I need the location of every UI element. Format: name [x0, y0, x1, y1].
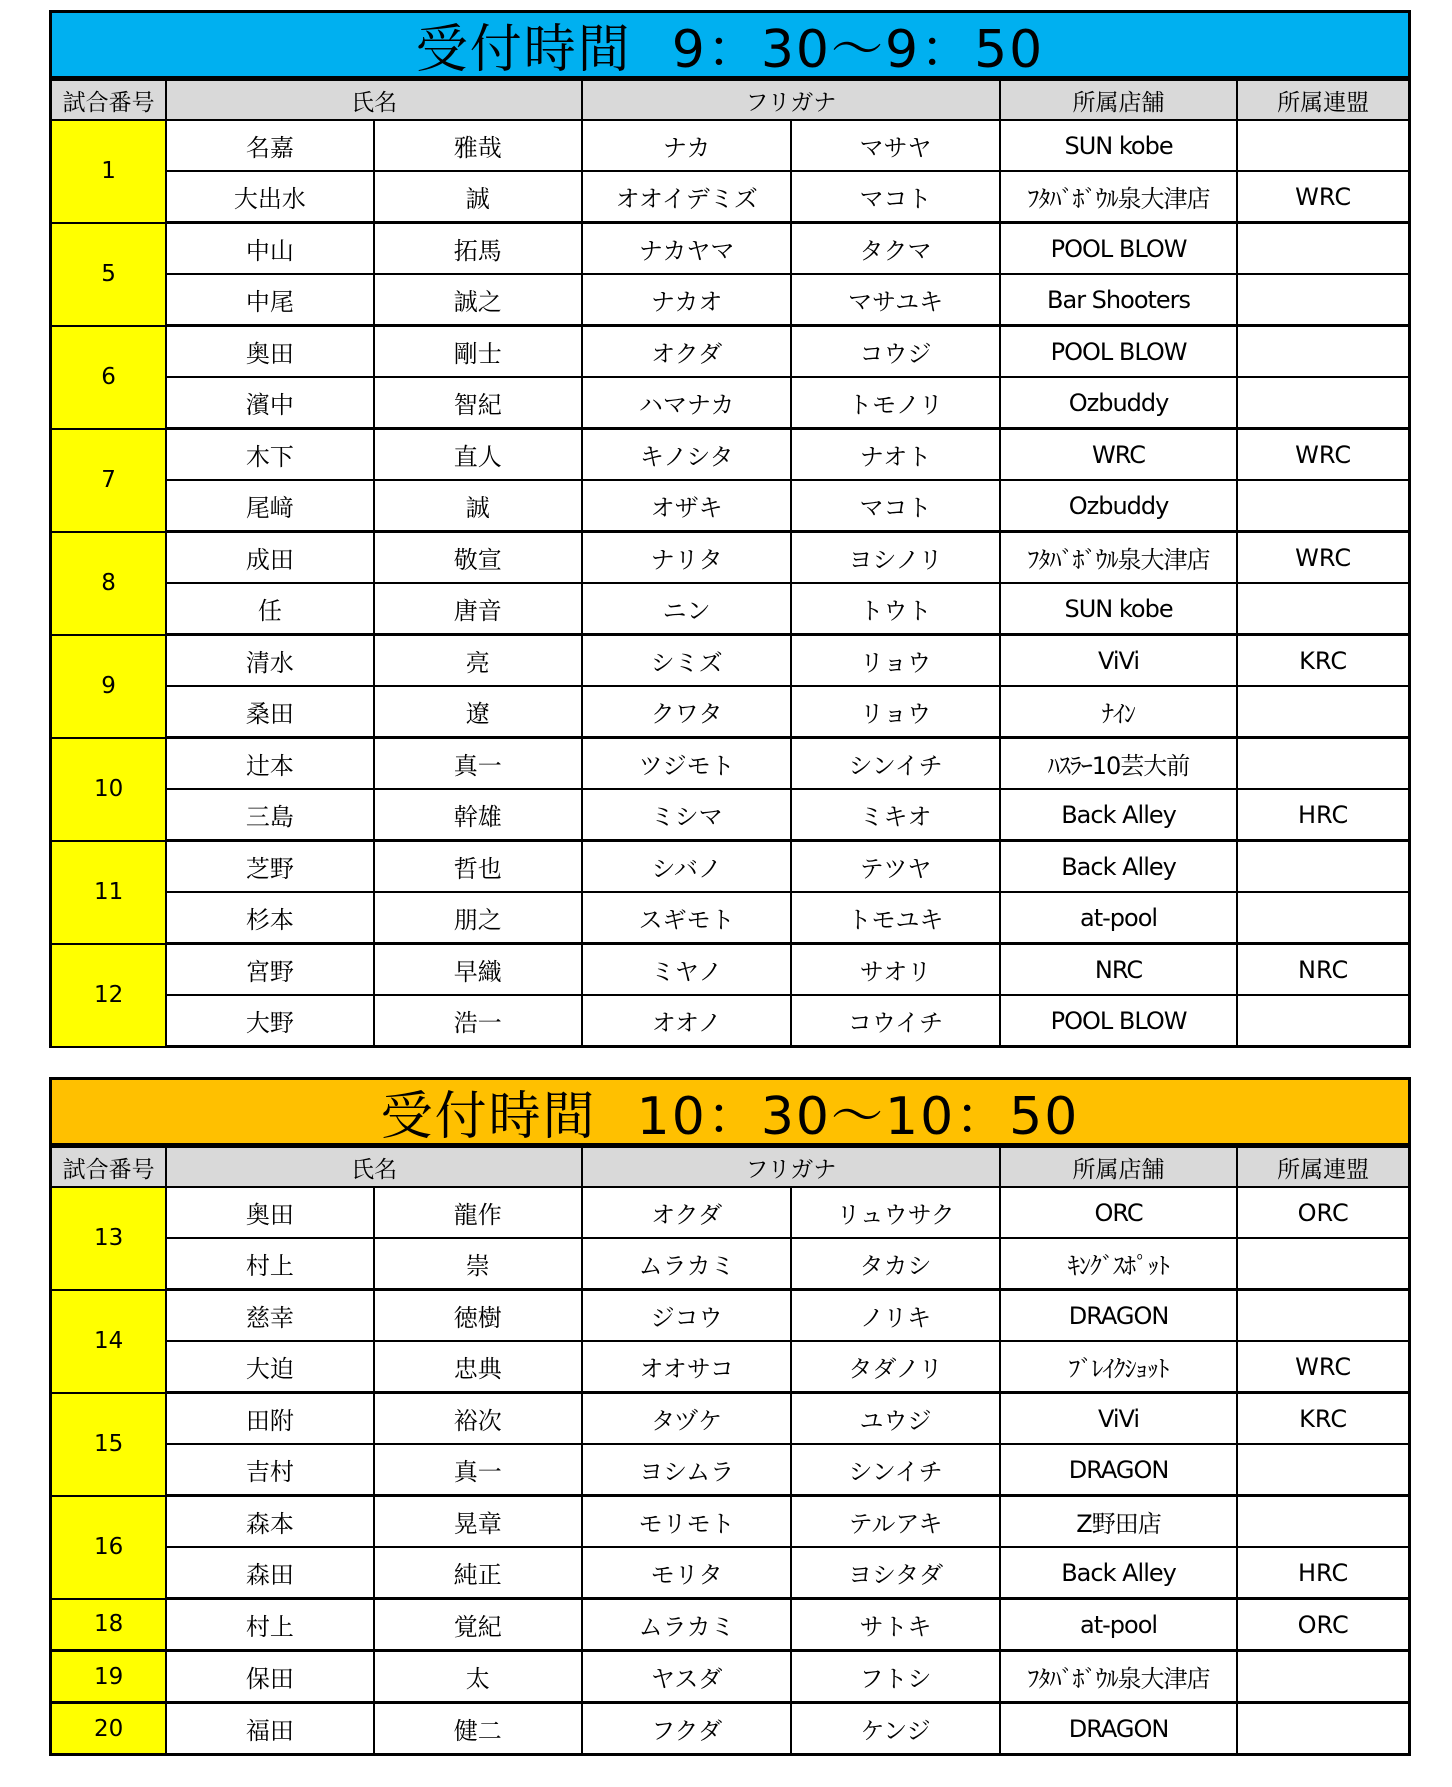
kana-last-name: オオノ — [582, 995, 791, 1047]
league-name: WRC — [1237, 532, 1409, 584]
last-name: 名嘉 — [166, 120, 373, 171]
store-name: SUN kobe — [1000, 120, 1238, 171]
kana-last-name: タヅケ — [582, 1393, 791, 1445]
last-name: 大出水 — [166, 171, 373, 223]
kana-first-name: ミキオ — [791, 789, 999, 841]
first-name: 亮 — [374, 635, 582, 687]
player-row — [51, 171, 1410, 223]
store-name: DRAGON — [1000, 1444, 1238, 1496]
first-name: 純正 — [374, 1547, 582, 1599]
player-row — [51, 1238, 1410, 1290]
kana-last-name: オクダ — [582, 1187, 791, 1238]
banner-title: 受付時間 — [415, 20, 632, 80]
last-name: 村上 — [166, 1599, 373, 1651]
league-name: ORC — [1237, 1599, 1409, 1651]
league-name — [1237, 841, 1409, 893]
kana-first-name: ヨシノリ — [791, 532, 999, 584]
header-store: 所属店舗 — [1000, 80, 1238, 120]
league-name — [1237, 1496, 1409, 1548]
first-name: 晃章 — [374, 1496, 582, 1548]
league-name: WRC — [1237, 429, 1409, 481]
store-name: ﾌﾞﾚｲｸｼｮｯﾄ — [1000, 1341, 1238, 1393]
kana-first-name: ノリキ — [791, 1290, 999, 1342]
first-name: 雅哉 — [374, 120, 582, 171]
match-number: 14 — [51, 1290, 167, 1393]
kana-first-name: フトシ — [791, 1651, 999, 1703]
kana-last-name: ヤスダ — [582, 1651, 791, 1703]
header-league: 所属連盟 — [1237, 1147, 1409, 1187]
league-name — [1237, 738, 1409, 790]
kana-first-name: リュウサク — [791, 1187, 999, 1238]
kana-first-name: マコト — [791, 480, 999, 532]
match-number: 15 — [51, 1393, 167, 1496]
first-name: 誠之 — [374, 274, 582, 326]
store-name: DRAGON — [1000, 1703, 1238, 1755]
player-row — [51, 1496, 1410, 1548]
kana-first-name: リョウ — [791, 635, 999, 687]
last-name: 木下 — [166, 429, 373, 481]
kana-first-name: テツヤ — [791, 841, 999, 893]
kana-last-name: ナカヤマ — [582, 223, 791, 275]
last-name: 中尾 — [166, 274, 373, 326]
kana-first-name: コウジ — [791, 326, 999, 378]
match-number: 20 — [51, 1703, 167, 1755]
kana-first-name: テルアキ — [791, 1496, 999, 1548]
store-name: Ozbuddy — [1000, 377, 1238, 429]
kana-first-name: ユウジ — [791, 1393, 999, 1445]
first-name: 誠 — [374, 171, 582, 223]
banner-time: 10：30～10：50 — [636, 1087, 1080, 1147]
header-match-number: 試合番号 — [51, 80, 167, 120]
kana-last-name: モリタ — [582, 1547, 791, 1599]
store-name: POOL BLOW — [1000, 326, 1238, 378]
player-row — [51, 532, 1410, 584]
header-store: 所属店舗 — [1000, 1147, 1238, 1187]
player-row — [51, 1393, 1410, 1445]
kana-last-name: ツジモト — [582, 738, 791, 790]
player-row — [51, 944, 1410, 996]
store-name: DRAGON — [1000, 1290, 1238, 1342]
first-name: 浩一 — [374, 995, 582, 1047]
match-number: 6 — [51, 326, 167, 429]
store-name: at-pool — [1000, 1599, 1238, 1651]
last-name: 吉村 — [166, 1444, 373, 1496]
schedule-section-1 — [49, 10, 1411, 1048]
kana-last-name: ナカ — [582, 120, 791, 171]
kana-first-name: ナオト — [791, 429, 999, 481]
first-name: 直人 — [374, 429, 582, 481]
first-name: 真一 — [374, 738, 582, 790]
kana-last-name: ミシマ — [582, 789, 791, 841]
reception-time-banner — [49, 10, 1411, 79]
first-name: 真一 — [374, 1444, 582, 1496]
last-name: 村上 — [166, 1238, 373, 1290]
header-league: 所属連盟 — [1237, 80, 1409, 120]
last-name: 桑田 — [166, 686, 373, 738]
last-name: 森田 — [166, 1547, 373, 1599]
match-number: 11 — [51, 841, 167, 944]
kana-first-name: サオリ — [791, 944, 999, 996]
store-name: ﾌﾀﾊﾞﾎﾞｳﾙ泉大津店 — [1000, 1651, 1238, 1703]
match-number: 7 — [51, 429, 167, 532]
first-name: 裕次 — [374, 1393, 582, 1445]
kana-last-name: オクダ — [582, 326, 791, 378]
league-name: WRC — [1237, 171, 1409, 223]
last-name: 大野 — [166, 995, 373, 1047]
player-row — [51, 326, 1410, 378]
first-name: 朋之 — [374, 892, 582, 944]
league-name: ORC — [1237, 1187, 1409, 1238]
player-row — [51, 789, 1410, 841]
store-name: ﾌﾀﾊﾞﾎﾞｳﾙ泉大津店 — [1000, 532, 1238, 584]
store-name: SUN kobe — [1000, 583, 1238, 635]
last-name: 慈幸 — [166, 1290, 373, 1342]
kana-last-name: ジコウ — [582, 1290, 791, 1342]
league-name — [1237, 583, 1409, 635]
kana-first-name: サトキ — [791, 1599, 999, 1651]
match-number: 16 — [51, 1496, 167, 1599]
first-name: 智紀 — [374, 377, 582, 429]
player-row — [51, 1341, 1410, 1393]
player-row — [51, 1599, 1410, 1651]
last-name: 森本 — [166, 1496, 373, 1548]
header-row — [51, 1147, 1410, 1187]
schedule-section-2 — [49, 1077, 1411, 1756]
player-row — [51, 1703, 1410, 1755]
kana-first-name: タダノリ — [791, 1341, 999, 1393]
player-row — [51, 1547, 1410, 1599]
last-name: 三島 — [166, 789, 373, 841]
league-name — [1237, 1238, 1409, 1290]
league-name — [1237, 1703, 1409, 1755]
league-name — [1237, 120, 1409, 171]
league-name — [1237, 1444, 1409, 1496]
first-name: 遼 — [374, 686, 582, 738]
store-name: ﾌﾀﾊﾞﾎﾞｳﾙ泉大津店 — [1000, 171, 1238, 223]
match-number: 13 — [51, 1187, 167, 1290]
match-number: 19 — [51, 1651, 167, 1703]
store-name: Z野田店 — [1000, 1496, 1238, 1548]
first-name: 敬宣 — [374, 532, 582, 584]
kana-first-name: トウト — [791, 583, 999, 635]
match-number: 1 — [51, 120, 167, 223]
league-name: KRC — [1237, 635, 1409, 687]
store-name: ﾊｽﾗｰ10芸大前 — [1000, 738, 1238, 790]
player-row — [51, 274, 1410, 326]
player-row — [51, 1187, 1410, 1238]
kana-first-name: シンイチ — [791, 738, 999, 790]
kana-last-name: オオサコ — [582, 1341, 791, 1393]
first-name: 唐音 — [374, 583, 582, 635]
player-row — [51, 841, 1410, 893]
player-row — [51, 1290, 1410, 1342]
last-name: 成田 — [166, 532, 373, 584]
first-name: 哲也 — [374, 841, 582, 893]
last-name: 任 — [166, 583, 373, 635]
player-row — [51, 1651, 1410, 1703]
last-name: 芝野 — [166, 841, 373, 893]
store-name: ORC — [1000, 1187, 1238, 1238]
last-name: 清水 — [166, 635, 373, 687]
kana-first-name: コウイチ — [791, 995, 999, 1047]
league-name: HRC — [1237, 789, 1409, 841]
store-name: Back Alley — [1000, 841, 1238, 893]
player-row — [51, 892, 1410, 944]
league-name — [1237, 480, 1409, 532]
store-name: POOL BLOW — [1000, 995, 1238, 1047]
reception-time-banner — [49, 1077, 1411, 1146]
league-name: WRC — [1237, 1341, 1409, 1393]
first-name: 剛士 — [374, 326, 582, 378]
first-name: 覚紀 — [374, 1599, 582, 1651]
league-name — [1237, 995, 1409, 1047]
header-name: 氏名 — [166, 80, 582, 120]
store-name: WRC — [1000, 429, 1238, 481]
league-name — [1237, 686, 1409, 738]
league-name — [1237, 326, 1409, 378]
header-name: 氏名 — [166, 1147, 582, 1187]
league-name — [1237, 1290, 1409, 1342]
kana-last-name: ミヤノ — [582, 944, 791, 996]
store-name: ﾅｲﾝ — [1000, 686, 1238, 738]
player-row — [51, 686, 1410, 738]
first-name: 徳樹 — [374, 1290, 582, 1342]
last-name: 田附 — [166, 1393, 373, 1445]
match-number: 12 — [51, 944, 167, 1047]
first-name: 誠 — [374, 480, 582, 532]
header-row — [51, 80, 1410, 120]
kana-first-name: リョウ — [791, 686, 999, 738]
header-furigana: フリガナ — [582, 80, 1000, 120]
player-row — [51, 480, 1410, 532]
first-name: 早織 — [374, 944, 582, 996]
kana-first-name: トモユキ — [791, 892, 999, 944]
store-name: Bar Shooters — [1000, 274, 1238, 326]
kana-last-name: シバノ — [582, 841, 791, 893]
match-table — [49, 79, 1411, 1048]
kana-last-name: フクダ — [582, 1703, 791, 1755]
store-name: ｷﾝｸﾞｽﾎﾟｯﾄ — [1000, 1238, 1238, 1290]
player-row — [51, 583, 1410, 635]
kana-first-name: トモノリ — [791, 377, 999, 429]
last-name: 杉本 — [166, 892, 373, 944]
kana-last-name: モリモト — [582, 1496, 791, 1548]
kana-first-name: マサヤ — [791, 120, 999, 171]
league-name: KRC — [1237, 1393, 1409, 1445]
player-row — [51, 1444, 1410, 1496]
last-name: 尾﨑 — [166, 480, 373, 532]
store-name: Ozbuddy — [1000, 480, 1238, 532]
league-name: HRC — [1237, 1547, 1409, 1599]
kana-last-name: ニン — [582, 583, 791, 635]
kana-last-name: オザキ — [582, 480, 791, 532]
first-name: 崇 — [374, 1238, 582, 1290]
kana-last-name: クワタ — [582, 686, 791, 738]
league-name — [1237, 892, 1409, 944]
kana-last-name: ムラカミ — [582, 1599, 791, 1651]
match-number: 18 — [51, 1599, 167, 1651]
league-name — [1237, 377, 1409, 429]
last-name: 奥田 — [166, 326, 373, 378]
kana-first-name: タカシ — [791, 1238, 999, 1290]
kana-last-name: ナカオ — [582, 274, 791, 326]
match-number: 5 — [51, 223, 167, 326]
kana-last-name: ナリタ — [582, 532, 791, 584]
last-name: 福田 — [166, 1703, 373, 1755]
kana-first-name: マサユキ — [791, 274, 999, 326]
kana-first-name: タクマ — [791, 223, 999, 275]
kana-first-name: ケンジ — [791, 1703, 999, 1755]
last-name: 奥田 — [166, 1187, 373, 1238]
store-name: ViVi — [1000, 1393, 1238, 1445]
store-name: POOL BLOW — [1000, 223, 1238, 275]
store-name: Back Alley — [1000, 789, 1238, 841]
league-name: NRC — [1237, 944, 1409, 996]
last-name: 中山 — [166, 223, 373, 275]
last-name: 辻本 — [166, 738, 373, 790]
store-name: Back Alley — [1000, 1547, 1238, 1599]
kana-last-name: スギモト — [582, 892, 791, 944]
first-name: 拓馬 — [374, 223, 582, 275]
last-name: 保田 — [166, 1651, 373, 1703]
last-name: 大迫 — [166, 1341, 373, 1393]
kana-last-name: キノシタ — [582, 429, 791, 481]
first-name: 忠典 — [374, 1341, 582, 1393]
store-name: NRC — [1000, 944, 1238, 996]
player-row — [51, 377, 1410, 429]
player-row — [51, 223, 1410, 275]
player-row — [51, 429, 1410, 481]
banner-title: 受付時間 — [380, 1087, 597, 1147]
kana-first-name: シンイチ — [791, 1444, 999, 1496]
player-row — [51, 635, 1410, 687]
first-name: 太 — [374, 1651, 582, 1703]
store-name: at-pool — [1000, 892, 1238, 944]
first-name: 龍作 — [374, 1187, 582, 1238]
store-name: ViVi — [1000, 635, 1238, 687]
first-name: 幹雄 — [374, 789, 582, 841]
kana-last-name: オオイデミズ — [582, 171, 791, 223]
kana-last-name: ハマナカ — [582, 377, 791, 429]
player-row — [51, 995, 1410, 1047]
last-name: 濱中 — [166, 377, 373, 429]
league-name — [1237, 1651, 1409, 1703]
banner-time: 9：30～9：50 — [671, 20, 1045, 80]
kana-first-name: マコト — [791, 171, 999, 223]
header-match-number: 試合番号 — [51, 1147, 167, 1187]
kana-last-name: ヨシムラ — [582, 1444, 791, 1496]
player-row — [51, 120, 1410, 171]
league-name — [1237, 274, 1409, 326]
player-row — [51, 738, 1410, 790]
kana-first-name: ヨシタダ — [791, 1547, 999, 1599]
match-number: 10 — [51, 738, 167, 841]
kana-last-name: シミズ — [582, 635, 791, 687]
header-furigana: フリガナ — [582, 1147, 1000, 1187]
kana-last-name: ムラカミ — [582, 1238, 791, 1290]
last-name: 宮野 — [166, 944, 373, 996]
match-number: 8 — [51, 532, 167, 635]
match-table — [49, 1146, 1411, 1756]
first-name: 健二 — [374, 1703, 582, 1755]
league-name — [1237, 223, 1409, 275]
match-number: 9 — [51, 635, 167, 738]
